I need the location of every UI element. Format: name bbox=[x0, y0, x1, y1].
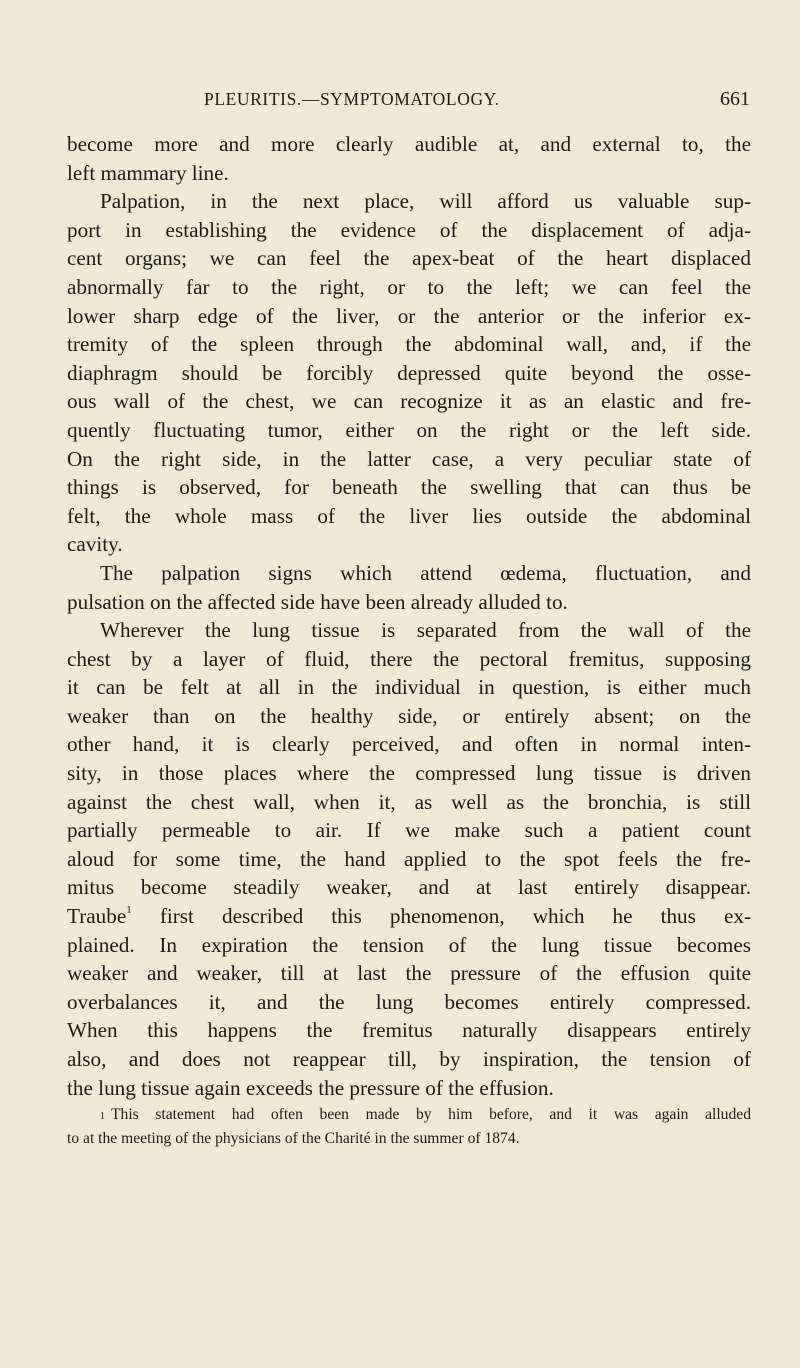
text-line: the lung tissue again exceeds the pressure of the effusion. bbox=[67, 1075, 554, 1100]
text-line: chest by a layer of fluid, there the pectoral fremitus, supposing bbox=[67, 646, 751, 671]
text-line: ous wall of the chest, we can recognize it as an elastic and fre- bbox=[67, 389, 751, 414]
text-line: weaker than on the healthy side, or entirely absent; on the bbox=[67, 703, 751, 728]
text-line: cent organs; we can feel the apex-beat of the heart displaced bbox=[67, 246, 751, 271]
text-line: weaker and weaker, till at last the pressure of the effusion quite bbox=[67, 961, 751, 986]
text-line: against the chest wall, when it, as well as the bronchia, is still bbox=[67, 789, 751, 814]
text-line: overbalances it, and the lung becomes entirely compressed. bbox=[67, 989, 751, 1014]
text-line: When this happens the fremitus naturally disappears entirely bbox=[67, 1018, 751, 1043]
text-line: tremity of the spleen through the abdominal wall, and, if the bbox=[67, 332, 751, 357]
text-line: Palpation, in the next place, will afford us valuable sup- bbox=[100, 189, 751, 214]
footnote-line: to at the meeting of the physicians of the Charité in the summer of 1874. bbox=[67, 1130, 520, 1147]
text-line: it can be felt at all in the individual in question, is either much bbox=[67, 675, 751, 700]
text-line: partially permeable to air. If we make such a patient count bbox=[67, 818, 751, 843]
text-line: lower sharp edge of the liver, or the anterior or the inferior ex- bbox=[67, 303, 751, 328]
text-line: On the right side, in the latter case, a very peculiar state of bbox=[67, 446, 751, 471]
text-line: cavity. bbox=[67, 532, 123, 557]
body-text bbox=[67, 130, 751, 1102]
text-line: felt, the whole mass of the liver lies outside the abdominal bbox=[67, 503, 751, 528]
author-name: Traube bbox=[67, 904, 127, 929]
text-line: sity, in those places where the compressed lung tissue is driven bbox=[67, 761, 751, 786]
footnote-line bbox=[67, 1103, 751, 1127]
running-title: PLEURITIS.—SYMPTOMATOLOGY. bbox=[204, 89, 500, 109]
footnote-text: This statement had often been made by him before, and it was again alluded bbox=[111, 1106, 751, 1123]
text-line: The palpation signs which attend œdema, fluctuation, and bbox=[100, 560, 751, 585]
text-line: Wherever the lung tissue is separated from the wall of the bbox=[100, 618, 751, 643]
text-line: port in establishing the evidence of the displacement of adja- bbox=[67, 217, 751, 242]
text-line: also, and does not reappear till, by inspiration, the tension of bbox=[67, 1047, 751, 1071]
text-line: aloud for some time, the hand applied to the spot feels the fre- bbox=[67, 846, 751, 871]
text-line: diaphragm should be forcibly depressed quite beyond the osse- bbox=[67, 360, 751, 385]
footnote-reference[interactable]: 1 bbox=[126, 904, 132, 917]
text-line-traube bbox=[67, 902, 751, 931]
text-line: left mammary line. bbox=[67, 160, 229, 185]
text-segment: first described this phenomenon, which he thus ex- bbox=[159, 904, 751, 929]
footnote-marker: 1 bbox=[100, 1111, 105, 1122]
text-line: things is observed, for beneath the swelling that can thus be bbox=[67, 475, 751, 500]
text-line: abnormally far to the right, or to the left; we can feel the bbox=[67, 274, 751, 299]
page-number: 661 bbox=[720, 88, 750, 110]
text-line: plained. In expiration the tension of the lung tissue becomes bbox=[67, 932, 751, 957]
text-line: quently fluctuating tumor, either on the right or the left side. bbox=[67, 417, 751, 442]
text-line: pulsation on the affected side have been already alluded to. bbox=[67, 589, 568, 614]
text-line: other hand, it is clearly perceived, and often in normal inten- bbox=[67, 732, 751, 757]
text-line: mitus become steadily weaker, and at last entirely disappear. bbox=[67, 875, 751, 900]
footnote bbox=[67, 1103, 751, 1151]
running-head bbox=[130, 84, 750, 114]
text-line: become more and more clearly audible at, and external to, the bbox=[67, 132, 751, 156]
